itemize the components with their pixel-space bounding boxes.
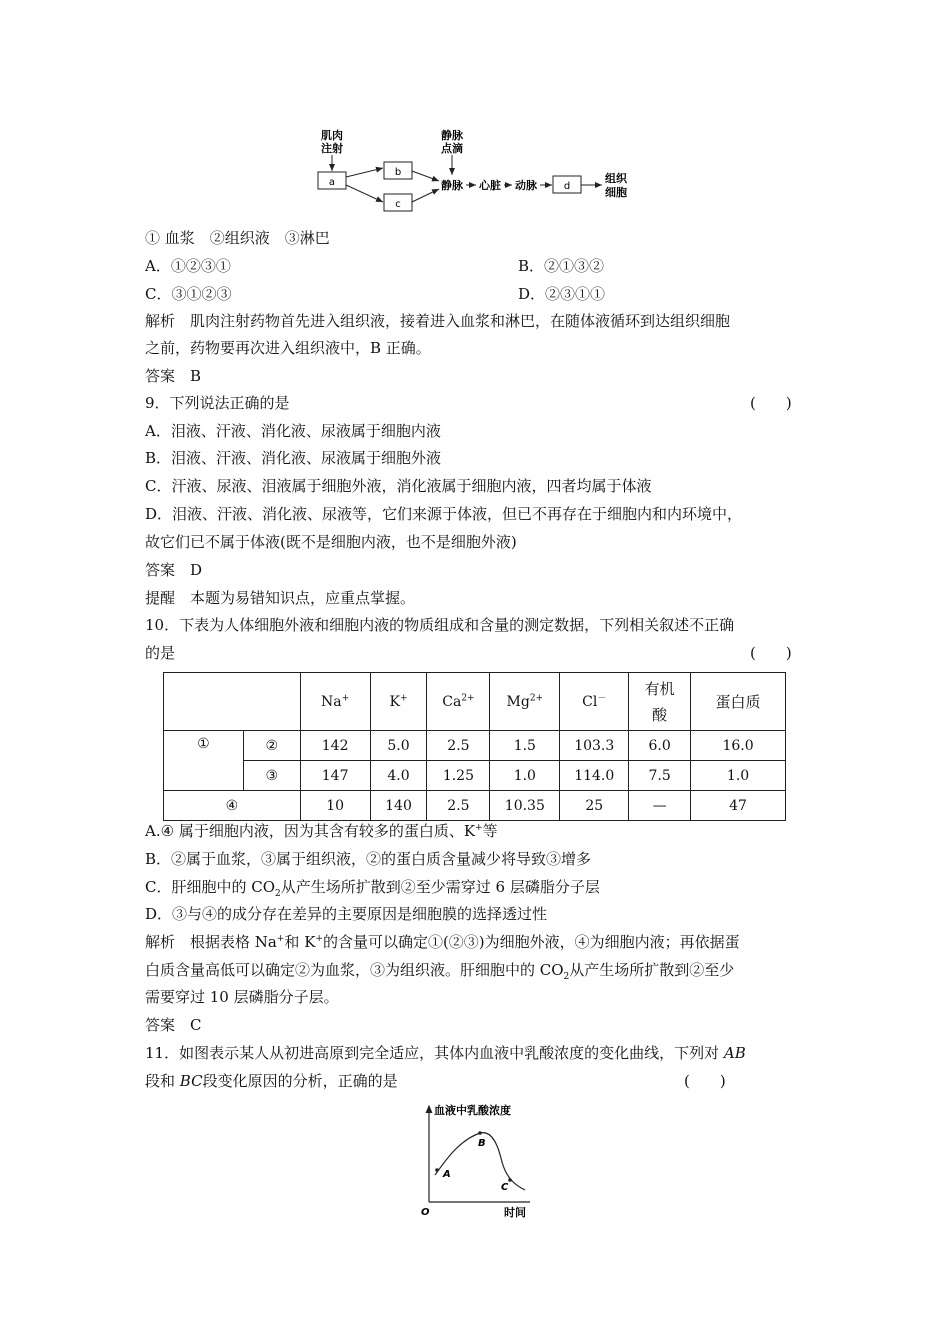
lactate-curve-chart	[412, 1100, 542, 1220]
cell: 10	[300, 791, 370, 821]
q8-option-c[interactable]: C．③①②③	[145, 285, 232, 303]
q9-option-a[interactable]: A．泪液、汗液、消化液、尿液属于细胞内液	[145, 422, 441, 440]
header-k: K+	[370, 673, 427, 731]
q9-tip-text: 本题为易错知识点，应重点掌握。	[190, 589, 416, 607]
cell-plasma: ②	[243, 731, 300, 761]
q8-answer	[145, 366, 201, 386]
header-protein: 蛋白质	[691, 673, 786, 731]
box-d-label: d	[563, 181, 571, 192]
cell: 10.35	[490, 791, 560, 821]
table-row	[164, 791, 786, 821]
q10-stem-line1: 10．下表为人体细胞外液和细胞内液的物质组成和含量的测定数据，下列相关叙述不正确	[145, 616, 735, 634]
cell: 142	[300, 731, 370, 761]
q9-option-d-line1[interactable]: D．泪液、汗液、消化液、尿液等，它们来源于体液，但已不再存在于细胞内和内环境中，	[145, 505, 743, 523]
point-c	[508, 1178, 512, 1182]
x-axis-label: 时间	[504, 1206, 526, 1219]
cell: 103.3	[560, 731, 629, 761]
cell: 1.0	[691, 761, 786, 791]
cell: 147	[300, 761, 370, 791]
cell: 25	[560, 791, 629, 821]
q9-answer-paren[interactable]: ( )	[750, 394, 792, 412]
tissue-cells-label-1: 组织	[605, 172, 627, 185]
q9-answer-value: D	[190, 561, 203, 579]
q9-option-c[interactable]: C．汗液、尿液、泪液属于细胞外液，消化液属于细胞内液，四者均属于体液	[145, 477, 652, 495]
header-cl: Cl－	[560, 673, 629, 731]
cell-intracellular: ④	[164, 791, 301, 821]
q10-stem-line2: 的是	[145, 644, 176, 662]
cell: 2.5	[427, 731, 490, 761]
q9-stem: 9．下列说法正确的是	[145, 394, 290, 412]
q10-analysis-label: 解析	[145, 933, 176, 951]
tissue-cells-label-2: 细胞	[605, 186, 627, 199]
q10-answer	[145, 1015, 202, 1035]
q8-analysis-label: 解析	[145, 312, 176, 330]
q9-option-d-line2: 故它们已不属于体液(既不是细胞内液，也不是细胞外液)	[145, 533, 517, 551]
header-organic-acid: 有机 酸	[629, 673, 691, 731]
cell: 7.5	[629, 761, 691, 791]
vein-label: 静脉	[441, 179, 463, 192]
q8-analysis-text1: 肌肉注射药物首先进入组织液，接着进入血浆和淋巴，在随体液循环到达组织细胞	[190, 312, 731, 330]
y-axis-label: 血液中乳酸浓度	[434, 1104, 511, 1117]
point-a-label: A	[443, 1169, 451, 1180]
cell: 16.0	[691, 731, 786, 761]
point-a	[435, 1168, 439, 1172]
box-c-label: c	[395, 199, 401, 210]
drug-pathway-diagram	[300, 125, 640, 217]
cell: 114.0	[560, 761, 629, 791]
cell: 140	[370, 791, 427, 821]
q10-option-d[interactable]: D．③与④的成分存在差异的主要原因是细胞膜的选择透过性	[145, 905, 548, 923]
cell-extracellular: ①	[164, 731, 244, 791]
point-b	[478, 1131, 482, 1135]
iv-drip-label-1: 静脉	[441, 129, 463, 142]
q8-answer-value: B	[190, 367, 202, 385]
cell: 47	[691, 791, 786, 821]
q8-analysis-line2: 之前，药物要再次进入组织液中，B 正确。	[145, 339, 431, 357]
q9-option-b[interactable]: B．泪液、汗液、消化液、尿液属于细胞外液	[145, 449, 442, 467]
q10-answer-value: C	[190, 1016, 202, 1034]
cell-tissue-fluid: ③	[243, 761, 300, 791]
header-mg: $Mg^{2+}$	[490, 673, 560, 731]
table-header-blank	[164, 673, 301, 731]
q8-analysis-line1	[145, 311, 730, 331]
heart-label: 心脏	[479, 179, 501, 192]
cell: 1.5	[490, 731, 560, 761]
q10-answer-label: 答案	[145, 1016, 176, 1034]
header-na: Na+	[300, 673, 370, 731]
q10-analysis-line1: 解析 根据表格 Na+和 K+的含量可以确定①(②③)为细胞外液，④为细胞内液；再依据蛋	[145, 933, 740, 951]
cell: 1.0	[490, 761, 560, 791]
q10-analysis-line2: 白质含量高低可以确定②为血浆，③为组织液。肝细胞中的 $CO_2$从产生场所扩散到②至少	[145, 961, 735, 982]
q10-answer-paren[interactable]: ( )	[750, 644, 792, 662]
muscle-injection-label-1: 肌肉	[321, 129, 343, 142]
q11-stem-line1: 11．如图表示某人从初进高原到完全适应，其体内血液中乳酸浓度的变化曲线，下列对 AB	[145, 1044, 746, 1062]
q10-data-table	[163, 672, 786, 821]
q8-option-a[interactable]: A．①②③①	[145, 257, 231, 275]
point-c-label: C	[501, 1182, 509, 1193]
q11-stem-line2: 段和 BC段变化原因的分析，正确的是	[145, 1072, 398, 1090]
q10-analysis-line3: 需要穿过 10 层磷脂分子层。	[145, 988, 339, 1006]
muscle-injection-label-2: 注射	[321, 142, 343, 155]
header-ca: $Ca^{2+}$	[427, 673, 490, 731]
iv-drip-label-2: 点滴	[441, 142, 463, 155]
q8-legend: ① 血浆 ②组织液 ③淋巴	[145, 229, 330, 247]
cell: —	[629, 791, 691, 821]
q9-answer-label: 答案	[145, 561, 176, 579]
point-b-label: B	[478, 1138, 486, 1149]
cell: 2.5	[427, 791, 490, 821]
q10-option-c[interactable]: C．肝细胞中的 $CO_2$从产生场所扩散到②至少需穿过 6 层磷脂分子层	[145, 878, 600, 899]
q10-option-a[interactable]: A.④ 属于细胞内液，因为其含有较多的蛋白质、K+等	[145, 822, 498, 840]
box-a-label: a	[328, 177, 336, 188]
q9-answer	[145, 560, 202, 580]
cell: 6.0	[629, 731, 691, 761]
q8-option-d[interactable]: D．②③①①	[518, 285, 606, 303]
q9-tip-label: 提醒	[145, 589, 176, 607]
q8-answer-label: 答案	[145, 367, 176, 385]
box-b-label: b	[394, 167, 402, 178]
q9-tip	[145, 588, 415, 608]
q8-option-b[interactable]: B．②①③②	[518, 257, 605, 275]
q11-answer-paren[interactable]: ( )	[684, 1072, 726, 1090]
table-row	[164, 731, 786, 761]
table-row	[164, 761, 786, 791]
cell: 4.0	[370, 761, 427, 791]
artery-label: 动脉	[515, 179, 537, 192]
cell: 1.25	[427, 761, 490, 791]
q10-option-b[interactable]: B．②属于血浆，③属于组织液，②的蛋白质含量减少将导致③增多	[145, 850, 592, 868]
cell: 5.0	[370, 731, 427, 761]
origin-label: O	[421, 1207, 430, 1218]
